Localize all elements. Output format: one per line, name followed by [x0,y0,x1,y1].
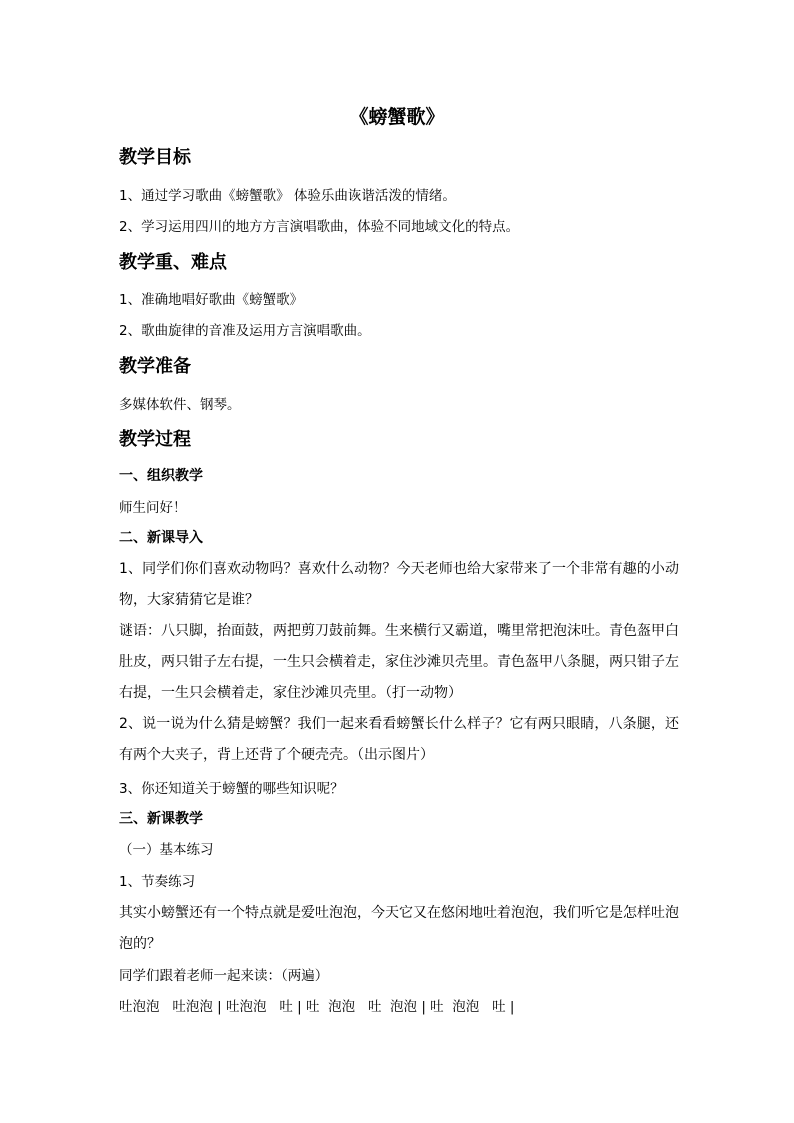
heading-new-lesson: 三、新课教学 [119,811,203,827]
heading-introduction: 二、新课导入 [119,530,203,546]
key-point-item-2: 2、歌曲旋律的音准及运用方言演唱歌曲。 [119,323,371,339]
subheading-rhythm-practice: 1、节奏练习 [119,874,196,890]
goal-item-2: 2、学习运用四川的地方方言演唱歌曲，体验不同地域文化的特点。 [119,219,520,235]
lesson-paragraph-1: 其实小螃蟹还有一个特点就是爱吐泡泡，今天它又在悠闲地吐着泡泡，我们听它是怎样吐泡泡的？ [119,905,679,952]
intro-paragraph-1: 1、同学们你们喜欢动物吗？喜欢什么动物？今天老师也给大家带来了一个非常有趣的小动物，大家猜猜它是谁？ [119,561,679,608]
riddle-paragraph: 谜语：八只脚，抬面鼓，两把剪刀鼓前舞。生来横行又霸道，嘴里常把泡沫吐。青色盔甲白肚皮，两只钳子左右提，一生只会横着走，家住沙滩贝壳里。青色盔甲八条腿，两只钳子左右提，一生只会横着走，家住沙滩贝壳里。（打一动物） [119,623,679,701]
goal-item-1: 1、通过学习歌曲《螃蟹歌》 体验乐曲诙谐活泼的情绪。 [119,188,456,204]
intro-paragraph-2: 2、说一说为什么猜是螃蟹？我们一起来看看螃蟹长什么样子？它有两只眼睛，八条腿，还有两个大夹子，背上还背了个硬壳壳。（出示图片） [119,716,679,763]
heading-organize: 一、组织教学 [119,468,203,484]
intro-paragraph-3: 3、你还知道关于螃蟹的哪些知识呢？ [119,781,344,797]
greeting-text: 师生问好！ [119,500,187,516]
heading-process: 教学过程 [119,429,191,450]
rhythm-line: 吐泡泡 吐泡泡 | 吐泡泡 吐 | 吐 泡泡 吐 泡泡 | 吐 泡泡 吐 | [119,999,515,1015]
lesson-paragraph-2: 同学们跟着老师一起来读：（两遍） [119,968,329,984]
heading-key-points: 教学重、难点 [119,252,227,273]
document-title: 《螃蟹歌》 [349,106,445,128]
key-point-item-1: 1、准确地唱好歌曲《螃蟹歌》 [119,292,304,308]
preparation-text: 多媒体软件、钢琴。 [119,397,241,413]
heading-preparation: 教学准备 [119,356,191,377]
heading-goals: 教学目标 [119,147,191,168]
subheading-basic-practice: （一）基本练习 [119,842,214,858]
